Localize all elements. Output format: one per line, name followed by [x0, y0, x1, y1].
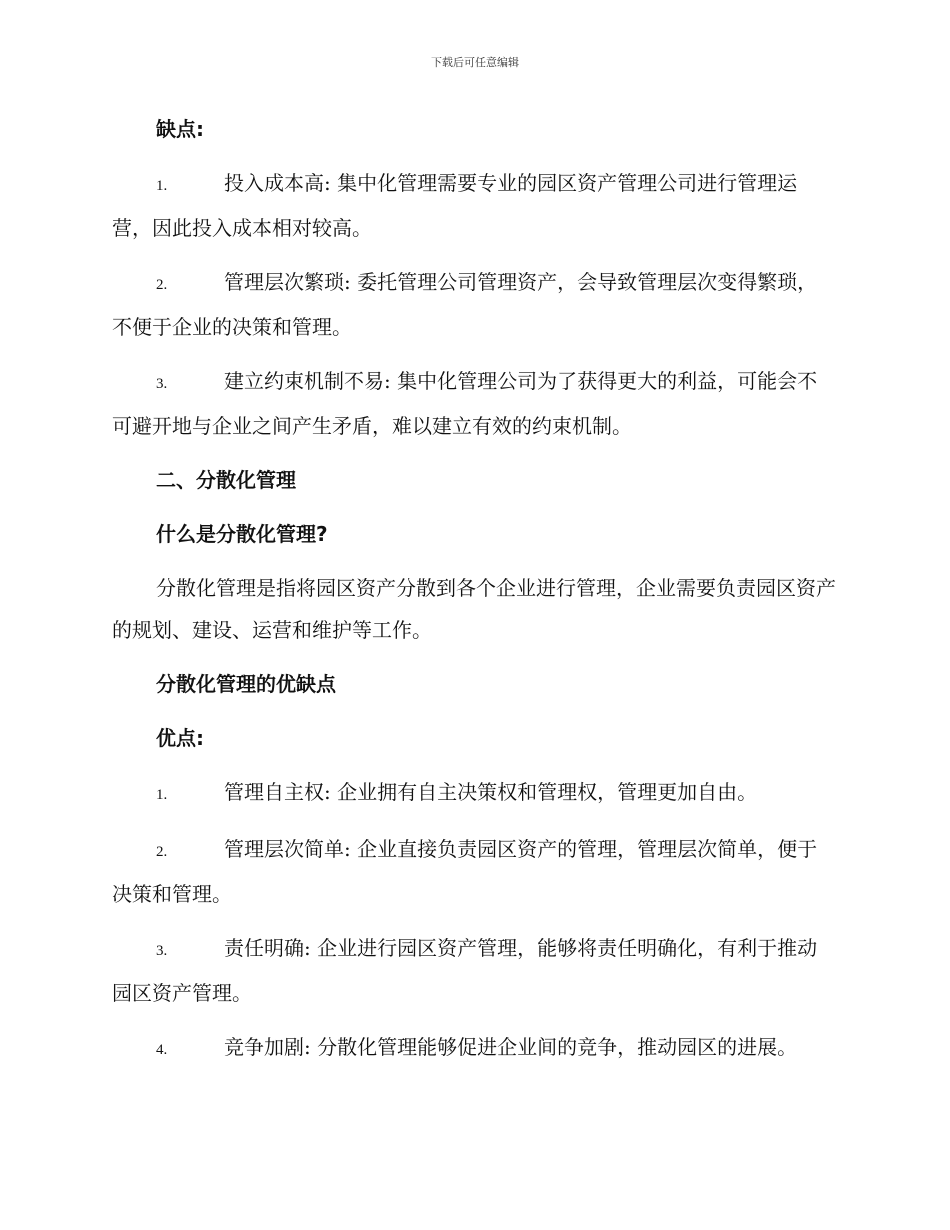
- list-text: 管理自主权: 企业拥有自主决策权和管理权，管理更加自由。: [224, 780, 758, 804]
- pros-cons-heading: 分散化管理的优缺点: [156, 672, 336, 696]
- section-2-heading: 二、分散化管理: [156, 468, 296, 492]
- advantage-item-1: [112, 771, 837, 816]
- definition-paragraph: 分散化管理是指将园区资产分散到各个企业进行管理，企业需要负责园区资产的规划、建设、运营和维护等工作。: [112, 576, 836, 642]
- list-number: 3.: [156, 376, 168, 392]
- disadvantage-item-1: [112, 162, 837, 249]
- what-is-heading: 什么是分散化管理?: [156, 522, 328, 546]
- disadvantage-item-2: [112, 261, 837, 348]
- document-body: [112, 108, 837, 1083]
- list-text: 管理层次繁琐: 委托管理公司管理资产，会导致管理层次变得繁琐，不便于企业的决策和管理。: [112, 270, 818, 339]
- advantage-item-3: [112, 927, 837, 1014]
- list-number: 4.: [156, 1042, 168, 1058]
- list-number: 3.: [156, 943, 168, 959]
- page-header: 下载后可任意编辑: [431, 56, 519, 69]
- advantage-item-2: [112, 828, 837, 915]
- list-text: 管理层次简单: 企业直接负责园区资产的管理，管理层次简单，便于决策和管理。: [112, 837, 818, 906]
- advantages-heading: 优点:: [156, 726, 204, 750]
- list-number: 1.: [156, 178, 168, 194]
- advantage-item-4: [112, 1026, 837, 1071]
- disadvantages-heading: 缺点:: [156, 117, 204, 141]
- list-text: 责任明确: 企业进行园区资产管理，能够将责任明确化，有利于推动园区资产管理。: [112, 936, 818, 1005]
- list-text: 竞争加剧: 分散化管理能够促进企业间的竞争，推动园区的进展。: [224, 1035, 798, 1059]
- list-text: 建立约束机制不易: 集中化管理公司为了获得更大的利益，可能会不可避开地与企业之间产生矛盾，难以建立有效的约束机制。: [112, 369, 818, 438]
- list-text: 投入成本高: 集中化管理需要专业的园区资产管理公司进行管理运营，因此投入成本相对较高。: [112, 171, 798, 240]
- disadvantage-item-3: [112, 360, 837, 447]
- list-number: 2.: [156, 277, 168, 293]
- list-number: 2.: [156, 844, 168, 860]
- list-number: 1.: [156, 787, 168, 803]
